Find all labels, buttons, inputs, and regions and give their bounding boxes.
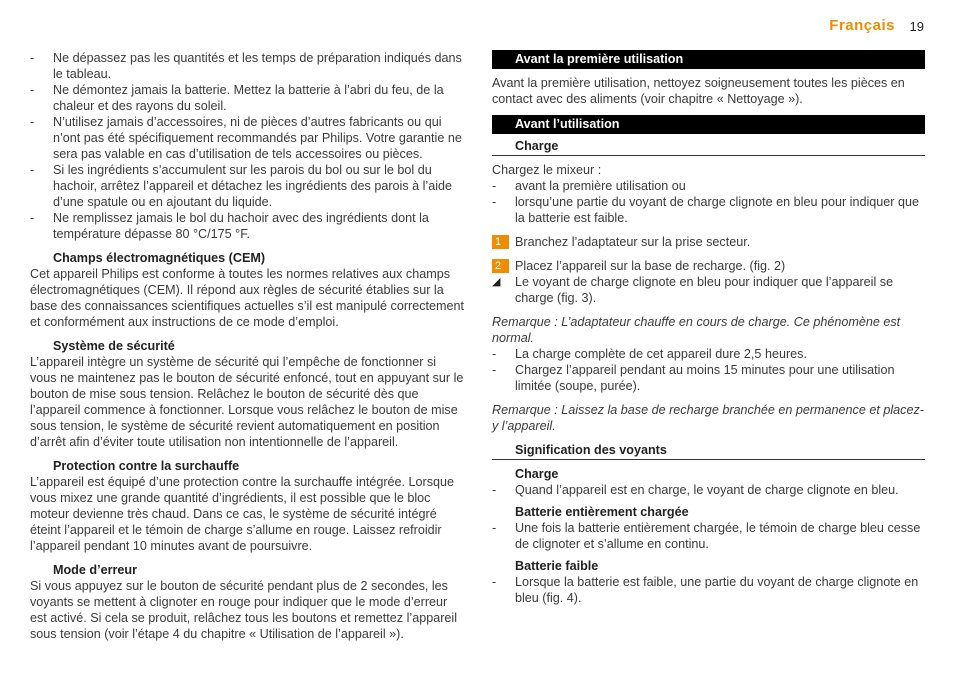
section-title-overheat: Protection contre la surchauffe — [53, 459, 240, 473]
step-text: Branchez l’adaptateur sur la prise secteur. — [515, 235, 751, 249]
left-column — [30, 50, 464, 642]
result-text: Le voyant de charge clignote en bleu pour indiquer que l’appareil se charge (fig. 3). — [515, 275, 894, 305]
page-number: 19 — [909, 19, 924, 34]
list-item: - avant la première utilisation ou — [492, 178, 925, 194]
list-item: - Chargez l’appareil pendant au moins 15 minutes pour une utilisation limitée (soupe, purée). — [492, 362, 925, 394]
cem-text: Cet appareil Philips est conforme à toutes les normes relatives aux champs électromagnétiques (CEM). Il répond aux règles de sécurité établies sur la base des connaissances scientifiques actuelles s’il est manipulé correctement et conformément aux instructions de ce mode d’emploi. — [30, 267, 465, 329]
list-item: - La charge complète de cet appareil dure 2,5 heures. — [492, 346, 925, 362]
step-2 — [492, 258, 925, 274]
list-item: - Une fois la batterie entièrement chargée, le témoin de charge bleu cesse de clignoter et s’allume en continu. — [492, 520, 925, 552]
note-adapter: Remarque : L’adaptateur chauffe en cours de charge. Ce phénomène est normal. — [492, 315, 901, 345]
note-base: Remarque : Laissez la base de recharge branchée en permanence et placez-y l’appareil. — [492, 403, 924, 433]
list-item: - lorsqu’une partie du voyant de charge clignote en bleu pour indiquer que la batterie est faible. — [492, 194, 925, 226]
signal-title-charge: Charge — [515, 467, 559, 481]
subsection-title-charge: Charge — [492, 138, 925, 156]
section-title-safety: Système de sécurité — [53, 339, 175, 353]
signal-title-low: Batterie faible — [515, 559, 599, 573]
list-item: - N’utilisez jamais d’accessoires, ni de pièces d’autres fabricants ou qui n’ont pas été spécifiquement recommandés par Philips. Votre garantie ne sera pas valable en cas d’utilisation de tels accessoires ou pièces. — [30, 114, 464, 162]
section-title-error: Mode d’erreur — [53, 563, 137, 577]
list-item: - Ne dépassez pas les quantités et les temps de préparation indiqués dans le tableau. — [30, 50, 464, 82]
step-number: 1 — [492, 235, 509, 249]
right-column — [492, 50, 925, 606]
signal-title-full: Batterie entièrement chargée — [515, 505, 689, 519]
list-item: - Ne démontez jamais la batterie. Mettez la batterie à l’abri du feu, de la chaleur et des rayons du soleil. — [30, 82, 464, 114]
section-title-cem: Champs électromagnétiques (CEM) — [53, 251, 266, 265]
result-arrow-icon: ◢ — [492, 276, 501, 288]
section-bar-before-use: Avant l’utilisation — [492, 115, 925, 134]
step-1 — [492, 234, 925, 250]
step-number: 2 — [492, 259, 509, 273]
error-text: Si vous appuyez sur le bouton de sécurité pendant plus de 2 secondes, les voyants se mettent à clignoter en rouge pour indiquer que le mode d’erreur est activé. Si cela se produit, relâchez tous les boutons et remettez l’appareil sous tension (voir l’étape 4 du chapitre « Utilisation de l’appareil »). — [30, 579, 458, 641]
safety-text: L’appareil intègre un système de sécurité qui l’empêche de fonctionner si vous ne maintenez pas le bouton de sécurité enfoncé, tout en appuyant sur le bouton de mise sous tension. Relâchez le bouton de sécurité dès que l’appareil commence à fonctionner. Lorsque vous relâchez le bouton de mise sous tension, le système de sécurité revient automatiquement en position d’arrêt afin d’éviter toute utilisation non intentionnelle de l’appareil. — [30, 355, 464, 449]
step-result — [492, 274, 925, 306]
section-bar-first-use: Avant la première utilisation — [492, 50, 925, 69]
list-item: - Lorsque la batterie est faible, une partie du voyant de charge clignote en bleu (fig. 4). — [492, 574, 925, 606]
subsection-title-signals: Signification des voyants — [492, 442, 925, 460]
first-use-text: Avant la première utilisation, nettoyez soigneusement toutes les pièces en contact avec des aliments (voir chapitre « Nettoyage »). — [492, 76, 905, 106]
overheat-text: L’appareil est équipé d’une protection contre la surchauffe intégrée. Lorsque vous mixez une grande quantité d’ingrédients, il est possible que le bloc moteur devienne très chaud. Dans ce cas, le système de sécurité intégré éteint l’appareil et le témoin de charge s’allume en rouge. Laissez refroidir l’appareil pendant 10 minutes avant de poursuivre. — [30, 475, 455, 553]
list-item: - Ne remplissez jamais le bol du hachoir avec des ingrédients dont la température dépasse 80 °C/175 °F. — [30, 210, 464, 242]
step-text: Placez l’appareil sur la base de recharge. (fig. 2) — [515, 259, 786, 273]
list-item: - Si les ingrédients s’accumulent sur les parois du bol ou sur le bol du hachoir, arrêtez l’appareil et détachez les ingrédients des parois à l’aide d’une spatule ou en ajoutant du liquide. — [30, 162, 464, 210]
charge-intro: Chargez le mixeur : — [492, 163, 602, 177]
language-heading: Français — [829, 17, 895, 34]
list-item: - Quand l’appareil est en charge, le voyant de charge clignote en bleu. — [492, 482, 925, 498]
